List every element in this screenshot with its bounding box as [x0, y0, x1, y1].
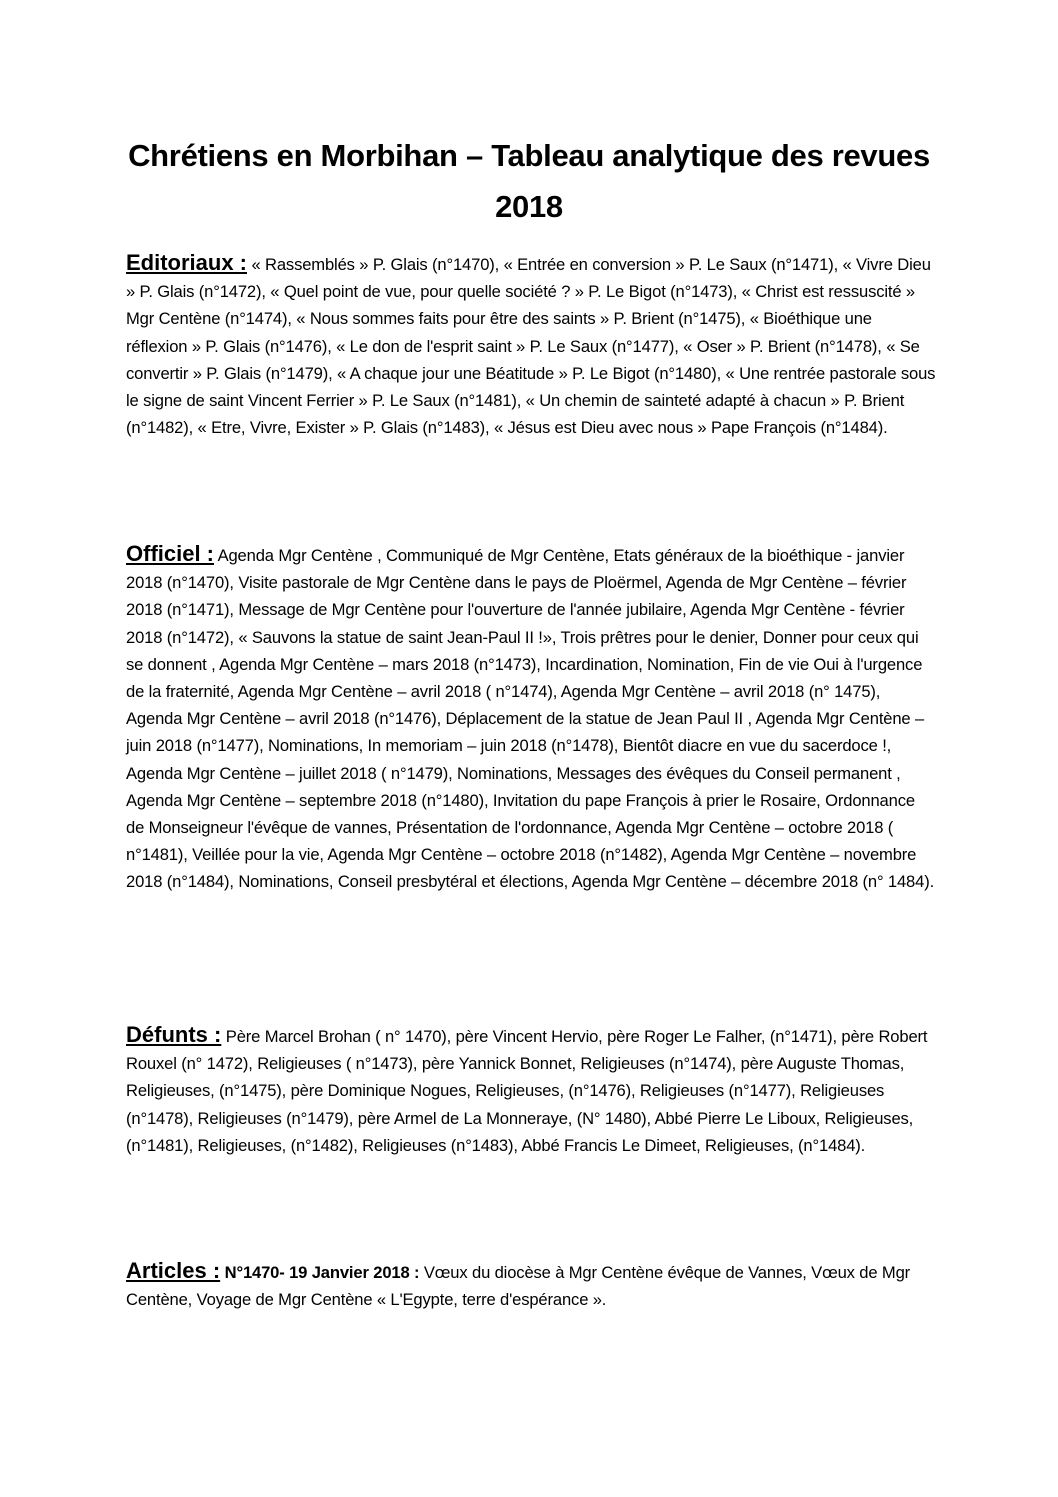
section-heading-officiel: Officiel :	[126, 541, 215, 566]
section-text-editoriaux: « Rassemblés » P. Glais (n°1470), « Entrée en conversion » P. Le Saux (n°1471), « Vivre Dieu » P. Glais (n°1472), « Quel point de vue, pour quelle société ? » P. Le Bigot (n°1473), « Christ est ressuscité » Mgr Centène (n°1474), « Nous sommes faits pour être des saints » P. Brient (n°1475), « Bioéthique une réflexion » P. Glais (n°1476), « Le don de l'esprit saint » P. Le Saux (n°1477), « Oser » P. Brient (n°1478), « Se convertir » P. Glais (n°1479), « A chaque jour une Béatitude » P. Le Bigot (n°1480), « Une rentrée pastorale sous le signe de saint Vincent Ferrier » P. Le Saux (n°1481), « Un chemin de sainteté adapté à chacun » P. Brient (n°1482), « Etre, Vivre, Exister » P. Glais (n°1483), « Jésus est Dieu avec nous » Pape François (n°1484).	[126, 255, 936, 438]
section-text-officiel: Agenda Mgr Centène , Communiqué de Mgr Centène, Etats généraux de la bioéthique - janvier 2018 (n°1470), Visite pastorale de Mgr Centène dans le pays de Ploërmel, Agenda de Mgr Centène – février 2018 (n°1471), Message de Mgr Centène pour l'ouverture de l'année jubilaire, Agenda Mgr Centène - février 2018 (n°1472), « Sauvons la statue de saint Jean-Paul II !», Trois prêtres pour le denier, Donner pour ceux qui se donnent , Agenda Mgr Centène – mars 2018 (n°1473), Incardination, Nomination, Fin de vie Oui à l'urgence de la fraternité, Agenda Mgr Centène – avril 2018 ( n°1474), Agenda Mgr Centène – avril 2018 (n° 1475), Agenda Mgr Centène – avril 2018 (n°1476), Déplacement de la statue de Jean Paul II , Agenda Mgr Centène – juin 2018 (n°1477), Nominations, In memoriam – juin 2018 (n°1478), Bientôt diacre en vue du sacerdoce !, Agenda Mgr Centène – juillet 2018 ( n°1479), Nominations, Messages des évêques du Conseil permanent , Agenda Mgr Centène – septembre 2018 (n°1480), Invitation du pape François à prier le Rosaire, Ordonnance de Monseigneur l'évêque de vannes, Présentation de l'ordonnance, Agenda Mgr Centène – octobre 2018 ( n°1481), Veillée pour la vie, Agenda Mgr Centène – octobre 2018 (n°1482), Agenda Mgr Centène – novembre 2018 (n°1484), Nominations, Conseil presbytéral et élections, Agenda Mgr Centène – décembre 2018 (n° 1484).	[126, 546, 935, 892]
section-text-articles: Vœux du diocèse à Mgr Centène évêque de Vannes, Vœux de Mgr Centène, Voyage de Mgr Centène « L'Egypte, terre d'espérance ».	[126, 1263, 911, 1310]
section-heading-editoriaux: Editoriaux :	[126, 250, 248, 275]
section-defunts	[126, 1021, 936, 1159]
section-officiel	[126, 540, 936, 896]
section-heading-defunts: Défunts :	[126, 1022, 222, 1047]
document-title: Chrétiens en Morbihan – Tableau analytique des revues 2018	[128, 138, 930, 224]
article-issue-label: N°1470- 19 Janvier 2018 :	[224, 1263, 420, 1282]
section-text-defunts: Père Marcel Brohan ( n° 1470), père Vincent Hervio, père Roger Le Falher, (n°1471), père Robert Rouxel (n° 1472), Religieuses ( n°1473), père Yannick Bonnet, Religieuses (n°1474), père Auguste Thomas, Religieuses, (n°1475), père Dominique Nogues, Religieuses, (n°1476), Religieuses (n°1477), Religieuses (n°1478), Religieuses (n°1479), père Armel de La Monneraye, (N° 1480), Abbé Pierre Le Liboux, Religieuses, (n°1481), Religieuses, (n°1482), Religieuses (n°1483), Abbé Francis Le Dimeet, Religieuses, (n°1484).	[126, 1027, 928, 1155]
section-heading-articles: Articles :	[126, 1258, 221, 1283]
section-editoriaux	[126, 249, 936, 441]
section-articles	[126, 1257, 936, 1313]
